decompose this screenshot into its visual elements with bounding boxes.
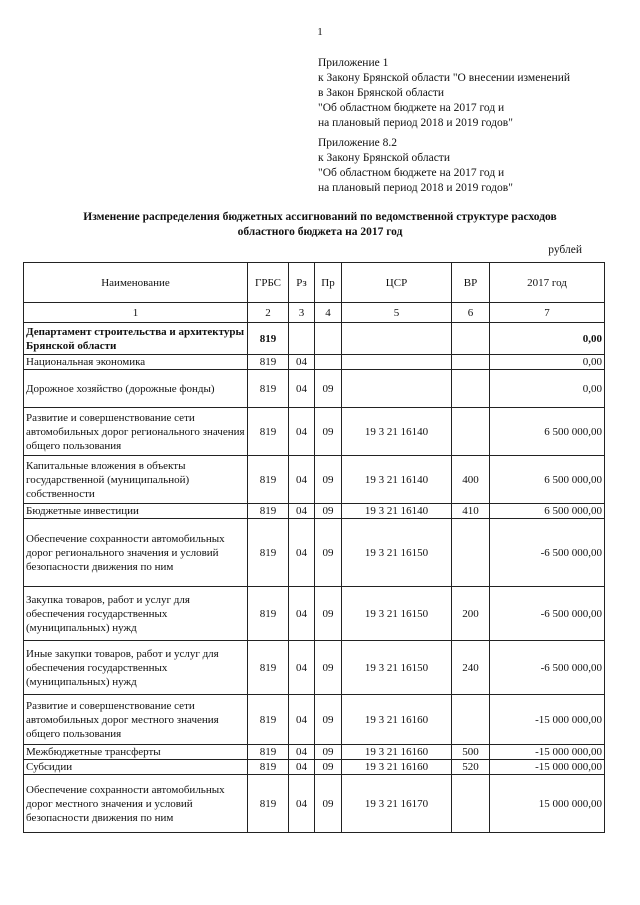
cell-pr: 09 <box>315 587 342 641</box>
cell-csr: 19 3 21 16160 <box>342 760 452 775</box>
cell-name: Бюджетные инвестиции <box>24 504 248 519</box>
cell-rz: 04 <box>289 408 315 456</box>
cell-pr: 09 <box>315 408 342 456</box>
cell-vr <box>452 323 490 355</box>
cell-name: Развитие и совершенствование сети автомобильных дорог местного значения общего пользования <box>24 695 248 745</box>
cell-grbs: 819 <box>248 323 289 355</box>
appendix-2-line: на плановый период 2018 и 2019 годов" <box>318 182 513 194</box>
cell-name: Межбюджетные трансферты <box>24 745 248 760</box>
appendix-2-line: Приложение 8.2 <box>318 137 397 149</box>
col-number: 6 <box>452 303 490 323</box>
cell-name: Департамент строительства и архитектуры Брянской области <box>24 323 248 355</box>
cell-pr: 09 <box>315 456 342 504</box>
cell-pr <box>315 323 342 355</box>
col-number: 3 <box>289 303 315 323</box>
cell-amount: -6 500 000,00 <box>490 587 605 641</box>
table-row <box>24 456 605 504</box>
header-grbs: ГРБС <box>248 263 289 303</box>
cell-csr: 19 3 21 16170 <box>342 775 452 833</box>
cell-amount: 0,00 <box>490 355 605 370</box>
cell-grbs: 819 <box>248 587 289 641</box>
cell-vr <box>452 355 490 370</box>
cell-rz: 04 <box>289 775 315 833</box>
cell-name: Обеспечение сохранности автомобильных дорог местного значения и условий безопасности движения по ним <box>24 775 248 833</box>
table-row <box>24 370 605 408</box>
cell-amount: -6 500 000,00 <box>490 641 605 695</box>
table-row <box>24 760 605 775</box>
cell-name: Национальная экономика <box>24 355 248 370</box>
cell-vr <box>452 775 490 833</box>
header-rz: Рз <box>289 263 315 303</box>
cell-name: Развитие и совершенствование сети автомобильных дорог регионального значения общего пользования <box>24 408 248 456</box>
budget-table <box>23 262 605 833</box>
cell-rz: 04 <box>289 355 315 370</box>
table-row <box>24 323 605 355</box>
cell-rz: 04 <box>289 370 315 408</box>
cell-grbs: 819 <box>248 745 289 760</box>
cell-grbs: 819 <box>248 775 289 833</box>
cell-csr <box>342 370 452 408</box>
cell-pr <box>315 355 342 370</box>
cell-amount: -15 000 000,00 <box>490 745 605 760</box>
table-row <box>24 641 605 695</box>
cell-vr: 200 <box>452 587 490 641</box>
cell-name: Капитальные вложения в объекты государственной (муниципальной) собственности <box>24 456 248 504</box>
cell-rz: 04 <box>289 641 315 695</box>
col-number: 5 <box>342 303 452 323</box>
col-number: 2 <box>248 303 289 323</box>
cell-amount: -15 000 000,00 <box>490 695 605 745</box>
cell-vr: 240 <box>452 641 490 695</box>
cell-amount: 6 500 000,00 <box>490 456 605 504</box>
table-header-row <box>24 263 605 303</box>
table-row <box>24 587 605 641</box>
cell-amount: -6 500 000,00 <box>490 519 605 587</box>
cell-grbs: 819 <box>248 456 289 504</box>
cell-pr: 09 <box>315 745 342 760</box>
cell-csr: 19 3 21 16160 <box>342 695 452 745</box>
cell-csr: 19 3 21 16150 <box>342 641 452 695</box>
document-title <box>40 210 600 240</box>
cell-grbs: 819 <box>248 408 289 456</box>
header-year: 2017 год <box>490 263 605 303</box>
cell-csr: 19 3 21 16150 <box>342 587 452 641</box>
col-number: 1 <box>24 303 248 323</box>
cell-rz: 04 <box>289 519 315 587</box>
cell-amount: 6 500 000,00 <box>490 408 605 456</box>
col-number: 7 <box>490 303 605 323</box>
appendix-2-line: к Закону Брянской области <box>318 152 450 164</box>
cell-amount: 15 000 000,00 <box>490 775 605 833</box>
cell-rz: 04 <box>289 587 315 641</box>
cell-pr: 09 <box>315 760 342 775</box>
cell-rz <box>289 323 315 355</box>
cell-csr: 19 3 21 16140 <box>342 408 452 456</box>
cell-rz: 04 <box>289 745 315 760</box>
cell-vr <box>452 519 490 587</box>
cell-vr: 410 <box>452 504 490 519</box>
document-title-line-2: областного бюджета на 2017 год <box>237 226 403 238</box>
table-row <box>24 504 605 519</box>
cell-vr <box>452 370 490 408</box>
cell-vr <box>452 408 490 456</box>
cell-rz: 04 <box>289 695 315 745</box>
cell-pr: 09 <box>315 775 342 833</box>
cell-grbs: 819 <box>248 695 289 745</box>
appendix-1-line: Приложение 1 <box>318 57 389 69</box>
cell-vr: 500 <box>452 745 490 760</box>
cell-csr: 19 3 21 16140 <box>342 504 452 519</box>
appendix-1-line: на плановый период 2018 и 2019 годов" <box>318 117 513 129</box>
cell-vr <box>452 695 490 745</box>
cell-name: Иные закупки товаров, работ и услуг для обеспечения государственных (муниципальных) нужд <box>24 641 248 695</box>
appendix-2-line: "Об областном бюджете на 2017 год и <box>318 167 505 179</box>
appendix-1-line: к Закону Брянской области "О внесении изменений <box>318 72 571 84</box>
cell-grbs: 819 <box>248 370 289 408</box>
cell-amount: 6 500 000,00 <box>490 504 605 519</box>
cell-vr: 400 <box>452 456 490 504</box>
cell-rz: 04 <box>289 504 315 519</box>
document-title-line-1: Изменение распределения бюджетных ассигнований по ведомственной структуре расходов <box>83 211 557 223</box>
table-row <box>24 355 605 370</box>
col-number: 4 <box>315 303 342 323</box>
cell-pr: 09 <box>315 641 342 695</box>
cell-grbs: 819 <box>248 504 289 519</box>
units-label: рублей <box>548 244 582 256</box>
cell-grbs: 819 <box>248 355 289 370</box>
cell-amount: 0,00 <box>490 323 605 355</box>
appendix-8-2-block <box>318 136 513 196</box>
cell-name: Субсидии <box>24 760 248 775</box>
table-numbering-row <box>24 303 605 323</box>
table-row <box>24 519 605 587</box>
appendix-1-line: "Об областном бюджете на 2017 год и <box>318 102 505 114</box>
table-row <box>24 408 605 456</box>
header-pr: Пр <box>315 263 342 303</box>
cell-csr: 19 3 21 16140 <box>342 456 452 504</box>
cell-name: Закупка товаров, работ и услуг для обеспечения государственных (муниципальных) нужд <box>24 587 248 641</box>
appendix-1-line: в Закон Брянской области <box>318 87 445 99</box>
cell-pr: 09 <box>315 504 342 519</box>
table-row <box>24 775 605 833</box>
table-row <box>24 695 605 745</box>
cell-name: Дорожное хозяйство (дорожные фонды) <box>24 370 248 408</box>
cell-pr: 09 <box>315 519 342 587</box>
cell-pr: 09 <box>315 370 342 408</box>
cell-grbs: 819 <box>248 641 289 695</box>
cell-amount: 0,00 <box>490 370 605 408</box>
header-vr: ВР <box>452 263 490 303</box>
cell-grbs: 819 <box>248 519 289 587</box>
cell-rz: 04 <box>289 456 315 504</box>
cell-amount: -15 000 000,00 <box>490 760 605 775</box>
cell-grbs: 819 <box>248 760 289 775</box>
page-number: 1 <box>317 26 323 38</box>
header-name: Наименование <box>24 263 248 303</box>
appendix-1-block <box>318 56 570 131</box>
cell-vr: 520 <box>452 760 490 775</box>
cell-csr <box>342 323 452 355</box>
header-csr: ЦСР <box>342 263 452 303</box>
cell-rz: 04 <box>289 760 315 775</box>
cell-pr: 09 <box>315 695 342 745</box>
cell-csr: 19 3 21 16160 <box>342 745 452 760</box>
cell-csr <box>342 355 452 370</box>
table-row <box>24 745 605 760</box>
cell-name: Обеспечение сохранности автомобильных дорог регионального значения и условий безопасности движения по ним <box>24 519 248 587</box>
cell-csr: 19 3 21 16150 <box>342 519 452 587</box>
